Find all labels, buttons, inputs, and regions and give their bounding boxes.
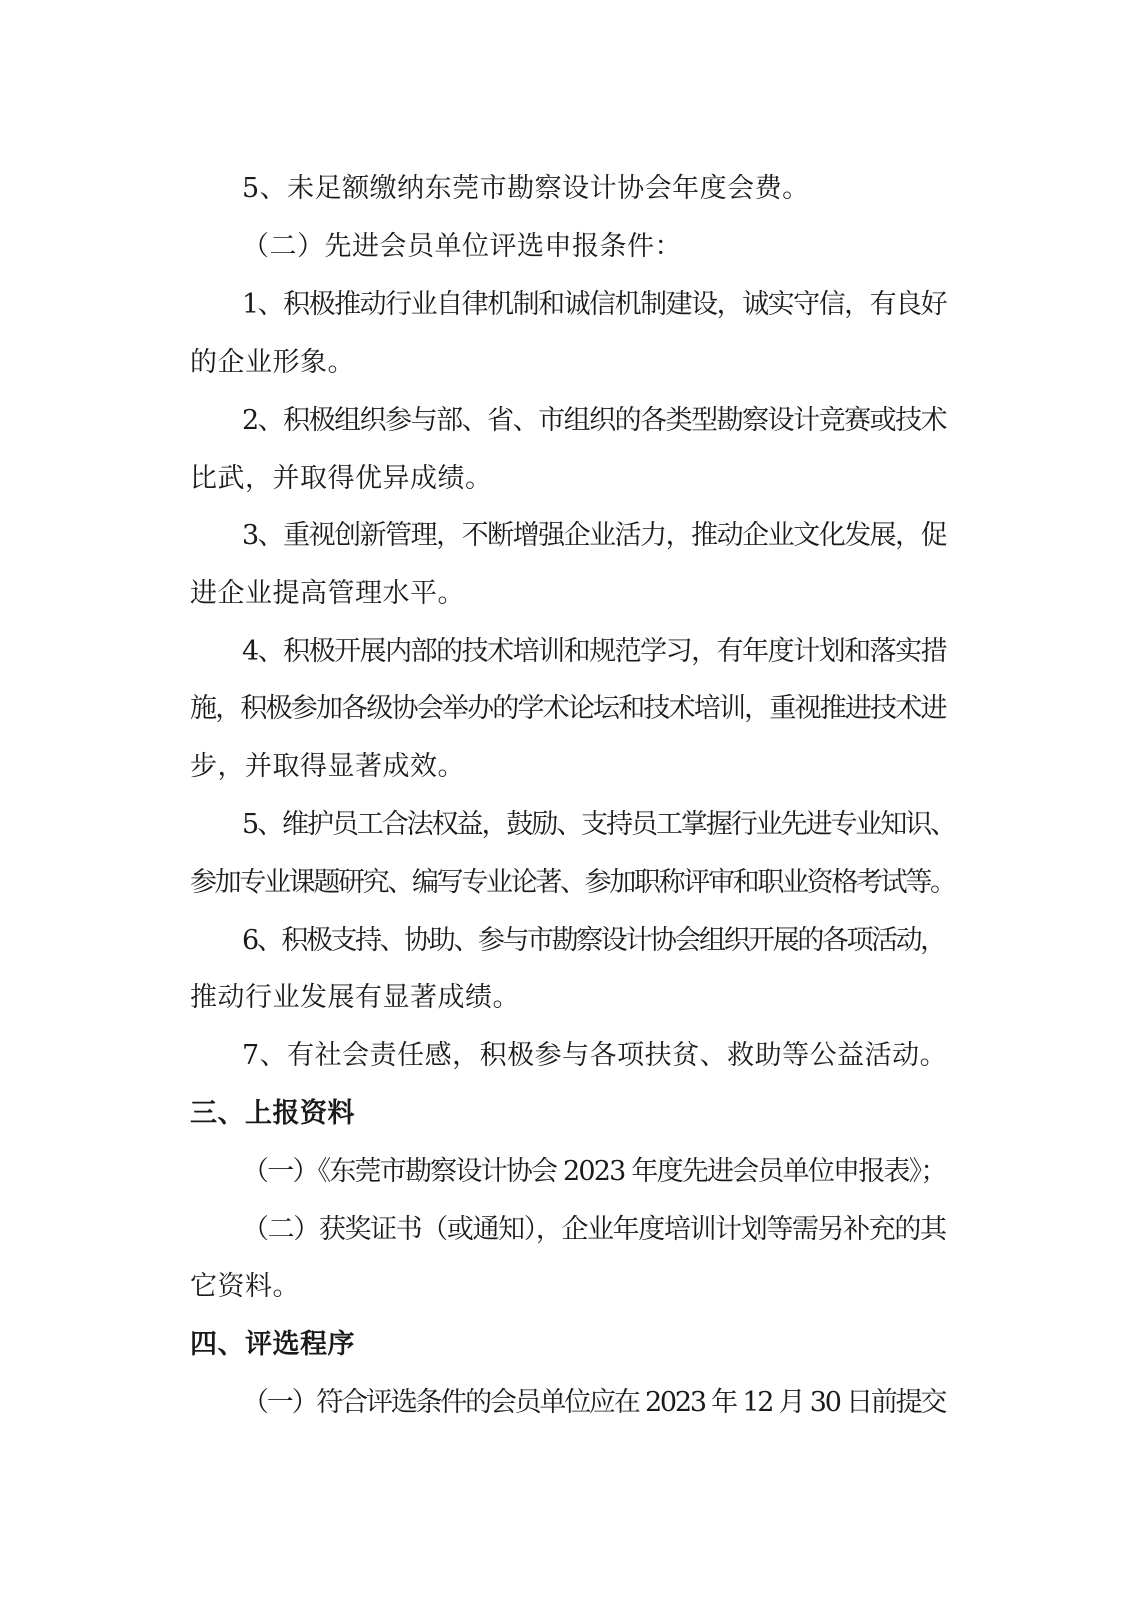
paragraph-line: （一）符合评选条件的会员单位应在 2023 年 12 月 30 日前提交 [242,1387,946,1418]
paragraph-line: 它资料。 [190,1271,300,1302]
paragraph-line: 推动行业发展有显著成绩。 [190,982,520,1013]
section-heading: 四、评选程序 [190,1329,355,1360]
paragraph-line: 2、积极组织参与部、省、市组织的各类型勘察设计竞赛或技术 [242,405,947,436]
paragraph-line: 7、有社会责任感，积极参与各项扶贫、救助等公益活动。 [242,1040,948,1071]
paragraph-line: 3、重视创新管理，不断增强企业活力，推动企业文化发展，促 [242,520,947,551]
paragraph-line: （二）先进会员单位评选申报条件： [242,231,682,262]
paragraph-line: 施，积极参加各级协会举办的学术论坛和技术培训，重视推进技术进 [190,693,946,724]
paragraph-line: 步，并取得显著成效。 [190,751,465,782]
section-heading: 三、上报资料 [190,1098,355,1129]
paragraph-line: 参加专业课题研究、编写专业论著、参加职称评审和职业资格考试等。 [190,867,955,898]
paragraph-line: 5、维护员工合法权益，鼓励、支持员工掌握行业先进专业知识、 [242,809,956,840]
paragraph-line: 5、未足额缴纳东莞市勘察设计协会年度会费。 [242,173,810,204]
paragraph-line: 进企业提高管理水平。 [190,578,465,609]
paragraph-line: （一）《东莞市勘察设计协会 2023 年度先进会员单位申报表》； [242,1156,946,1187]
paragraph-line: 4、积极开展内部的技术培训和规范学习，有年度计划和落实措 [242,636,947,667]
paragraph-line: 比武，并取得优异成绩。 [190,463,493,494]
paragraph-line: （二）获奖证书（或通知），企业年度培训计划等需另补充的其 [242,1214,946,1245]
paragraph-line: 的企业形象。 [190,347,355,378]
paragraph-line: 6、积极支持、协助、参与市勘察设计协会组织开展的各项活动， [242,925,945,956]
paragraph-line: 1、积极推动行业自律机制和诚信机制建设，诚实守信，有良好 [242,289,947,320]
